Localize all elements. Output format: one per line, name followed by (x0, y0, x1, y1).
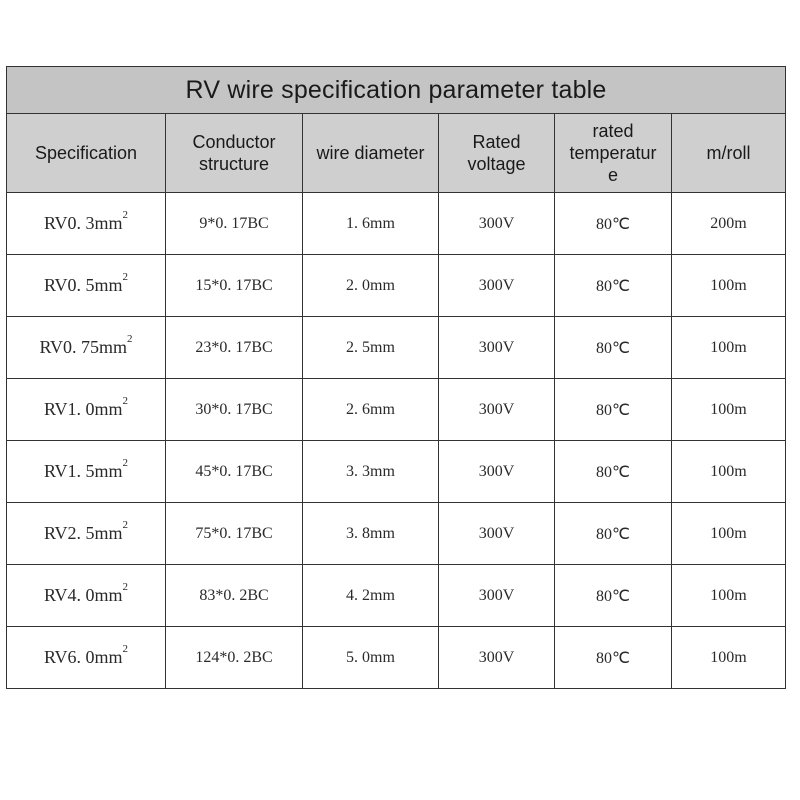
header-m-per-roll: m/roll (672, 114, 786, 193)
unit-superscript: 2 (122, 457, 129, 469)
table-row (7, 503, 786, 565)
cell-conductor-structure-text: 15*0. 17BC (195, 276, 273, 294)
cell-rated-temperature-text: 80℃ (596, 339, 630, 357)
cell-m-per-roll (672, 441, 786, 503)
cell-rated-voltage-text: 300V (478, 462, 515, 480)
cell-conductor-structure-text: 23*0. 17BC (195, 338, 273, 356)
cell-m-per-roll-text: 100m (710, 462, 747, 480)
cell-conductor-structure (166, 379, 303, 441)
header-specification: Specification (7, 114, 166, 193)
table-row (7, 255, 786, 317)
cell-conductor-structure (166, 503, 303, 565)
header-row (7, 114, 786, 193)
header-wire-diameter: wire diameter (303, 114, 439, 193)
cell-rated-voltage-text: 300V (478, 338, 515, 356)
cell-wire-diameter (303, 627, 439, 689)
cell-specification (7, 193, 166, 255)
cell-rated-temperature (555, 193, 672, 255)
cell-wire-diameter-text: 3. 8mm (346, 524, 395, 542)
cell-specification-text: RV6. 0mm (43, 647, 123, 667)
unit-superscript: 2 (122, 643, 129, 655)
cell-specification-text: RV0. 3mm (43, 213, 123, 233)
cell-rated-temperature-text: 80℃ (596, 277, 630, 295)
table-row (7, 317, 786, 379)
unit-superscript: 2 (122, 209, 129, 221)
spec-table (6, 66, 786, 689)
title-row (7, 67, 786, 114)
cell-specification (7, 565, 166, 627)
cell-specification (7, 379, 166, 441)
cell-wire-diameter (303, 193, 439, 255)
cell-specification-text: RV1. 0mm (43, 399, 123, 419)
cell-rated-temperature-text: 80℃ (596, 525, 630, 543)
table-row (7, 193, 786, 255)
cell-rated-voltage (439, 503, 555, 565)
cell-conductor-structure (166, 565, 303, 627)
unit-superscript: 2 (127, 333, 133, 345)
cell-wire-diameter-text: 2. 5mm (346, 338, 395, 356)
table-row (7, 379, 786, 441)
cell-wire-diameter (303, 317, 439, 379)
cell-rated-voltage (439, 317, 555, 379)
cell-wire-diameter-text: 4. 2mm (346, 586, 395, 604)
cell-m-per-roll (672, 193, 786, 255)
cell-specification (7, 627, 166, 689)
cell-specification-text: RV0. 75mm (39, 337, 128, 357)
cell-m-per-roll (672, 255, 786, 317)
cell-wire-diameter (303, 255, 439, 317)
cell-m-per-roll (672, 565, 786, 627)
cell-rated-temperature-text: 80℃ (596, 463, 630, 481)
cell-conductor-structure (166, 441, 303, 503)
cell-wire-diameter-text: 3. 3mm (346, 462, 395, 480)
cell-wire-diameter (303, 379, 439, 441)
cell-rated-voltage (439, 379, 555, 441)
cell-rated-temperature-text: 80℃ (596, 649, 630, 667)
cell-specification-text: RV0. 5mm (43, 275, 123, 295)
cell-rated-temperature-text: 80℃ (596, 587, 630, 605)
table-title: RV wire specification parameter table (7, 67, 786, 114)
cell-m-per-roll-text: 200m (710, 214, 747, 232)
table-row (7, 441, 786, 503)
cell-rated-temperature-text: 80℃ (596, 401, 630, 419)
cell-rated-voltage-text: 300V (478, 648, 515, 666)
table-row (7, 565, 786, 627)
cell-rated-voltage (439, 193, 555, 255)
cell-m-per-roll-text: 100m (710, 648, 747, 666)
cell-specification-text: RV1. 5mm (43, 461, 123, 481)
cell-specification-text: RV2. 5mm (43, 523, 123, 543)
cell-specification (7, 317, 166, 379)
cell-wire-diameter (303, 503, 439, 565)
cell-m-per-roll-text: 100m (710, 524, 747, 542)
cell-m-per-roll (672, 317, 786, 379)
cell-wire-diameter-text: 5. 0mm (346, 648, 395, 666)
cell-rated-temperature (555, 441, 672, 503)
cell-rated-voltage-text: 300V (478, 214, 515, 232)
cell-rated-voltage (439, 565, 555, 627)
cell-conductor-structure-text: 83*0. 2BC (199, 586, 269, 604)
table-row (7, 627, 786, 689)
unit-superscript: 2 (122, 271, 129, 283)
cell-m-per-roll (672, 379, 786, 441)
cell-rated-voltage-text: 300V (478, 586, 515, 604)
cell-conductor-structure (166, 317, 303, 379)
table-body (7, 193, 786, 689)
unit-superscript: 2 (122, 519, 129, 531)
cell-specification-text: RV4. 0mm (43, 585, 123, 605)
cell-rated-temperature (555, 255, 672, 317)
cell-m-per-roll-text: 100m (710, 586, 747, 604)
cell-m-per-roll-text: 100m (710, 276, 747, 294)
cell-rated-voltage (439, 441, 555, 503)
cell-conductor-structure-text: 9*0. 17BC (199, 214, 269, 232)
cell-rated-voltage (439, 255, 555, 317)
cell-rated-temperature (555, 379, 672, 441)
cell-conductor-structure-text: 45*0. 17BC (195, 462, 273, 480)
cell-wire-diameter (303, 441, 439, 503)
cell-rated-temperature-text: 80℃ (596, 215, 630, 233)
cell-specification (7, 503, 166, 565)
header-rated-voltage: Rated voltage (439, 114, 555, 193)
cell-m-per-roll-text: 100m (710, 400, 747, 418)
unit-superscript: 2 (122, 395, 129, 407)
header-conductor-structure: Conductor structure (166, 114, 303, 193)
cell-specification (7, 255, 166, 317)
cell-rated-voltage-text: 300V (478, 276, 515, 294)
cell-conductor-structure (166, 627, 303, 689)
cell-conductor-structure-text: 124*0. 2BC (195, 648, 273, 666)
cell-conductor-structure-text: 75*0. 17BC (195, 524, 273, 542)
cell-rated-temperature (555, 627, 672, 689)
cell-conductor-structure-text: 30*0. 17BC (195, 400, 273, 418)
cell-conductor-structure (166, 255, 303, 317)
cell-specification (7, 441, 166, 503)
cell-wire-diameter (303, 565, 439, 627)
cell-m-per-roll (672, 627, 786, 689)
cell-rated-temperature (555, 503, 672, 565)
cell-wire-diameter-text: 2. 0mm (346, 276, 395, 294)
unit-superscript: 2 (122, 581, 129, 593)
cell-rated-voltage (439, 627, 555, 689)
cell-rated-temperature (555, 317, 672, 379)
cell-rated-voltage-text: 300V (478, 524, 515, 542)
cell-rated-temperature (555, 565, 672, 627)
cell-m-per-roll (672, 503, 786, 565)
cell-m-per-roll-text: 100m (710, 338, 747, 356)
cell-conductor-structure (166, 193, 303, 255)
header-rated-temperature: rated temperatur e (555, 114, 672, 193)
cell-rated-voltage-text: 300V (478, 400, 515, 418)
cell-wire-diameter-text: 2. 6mm (346, 400, 395, 418)
cell-wire-diameter-text: 1. 6mm (346, 214, 395, 232)
